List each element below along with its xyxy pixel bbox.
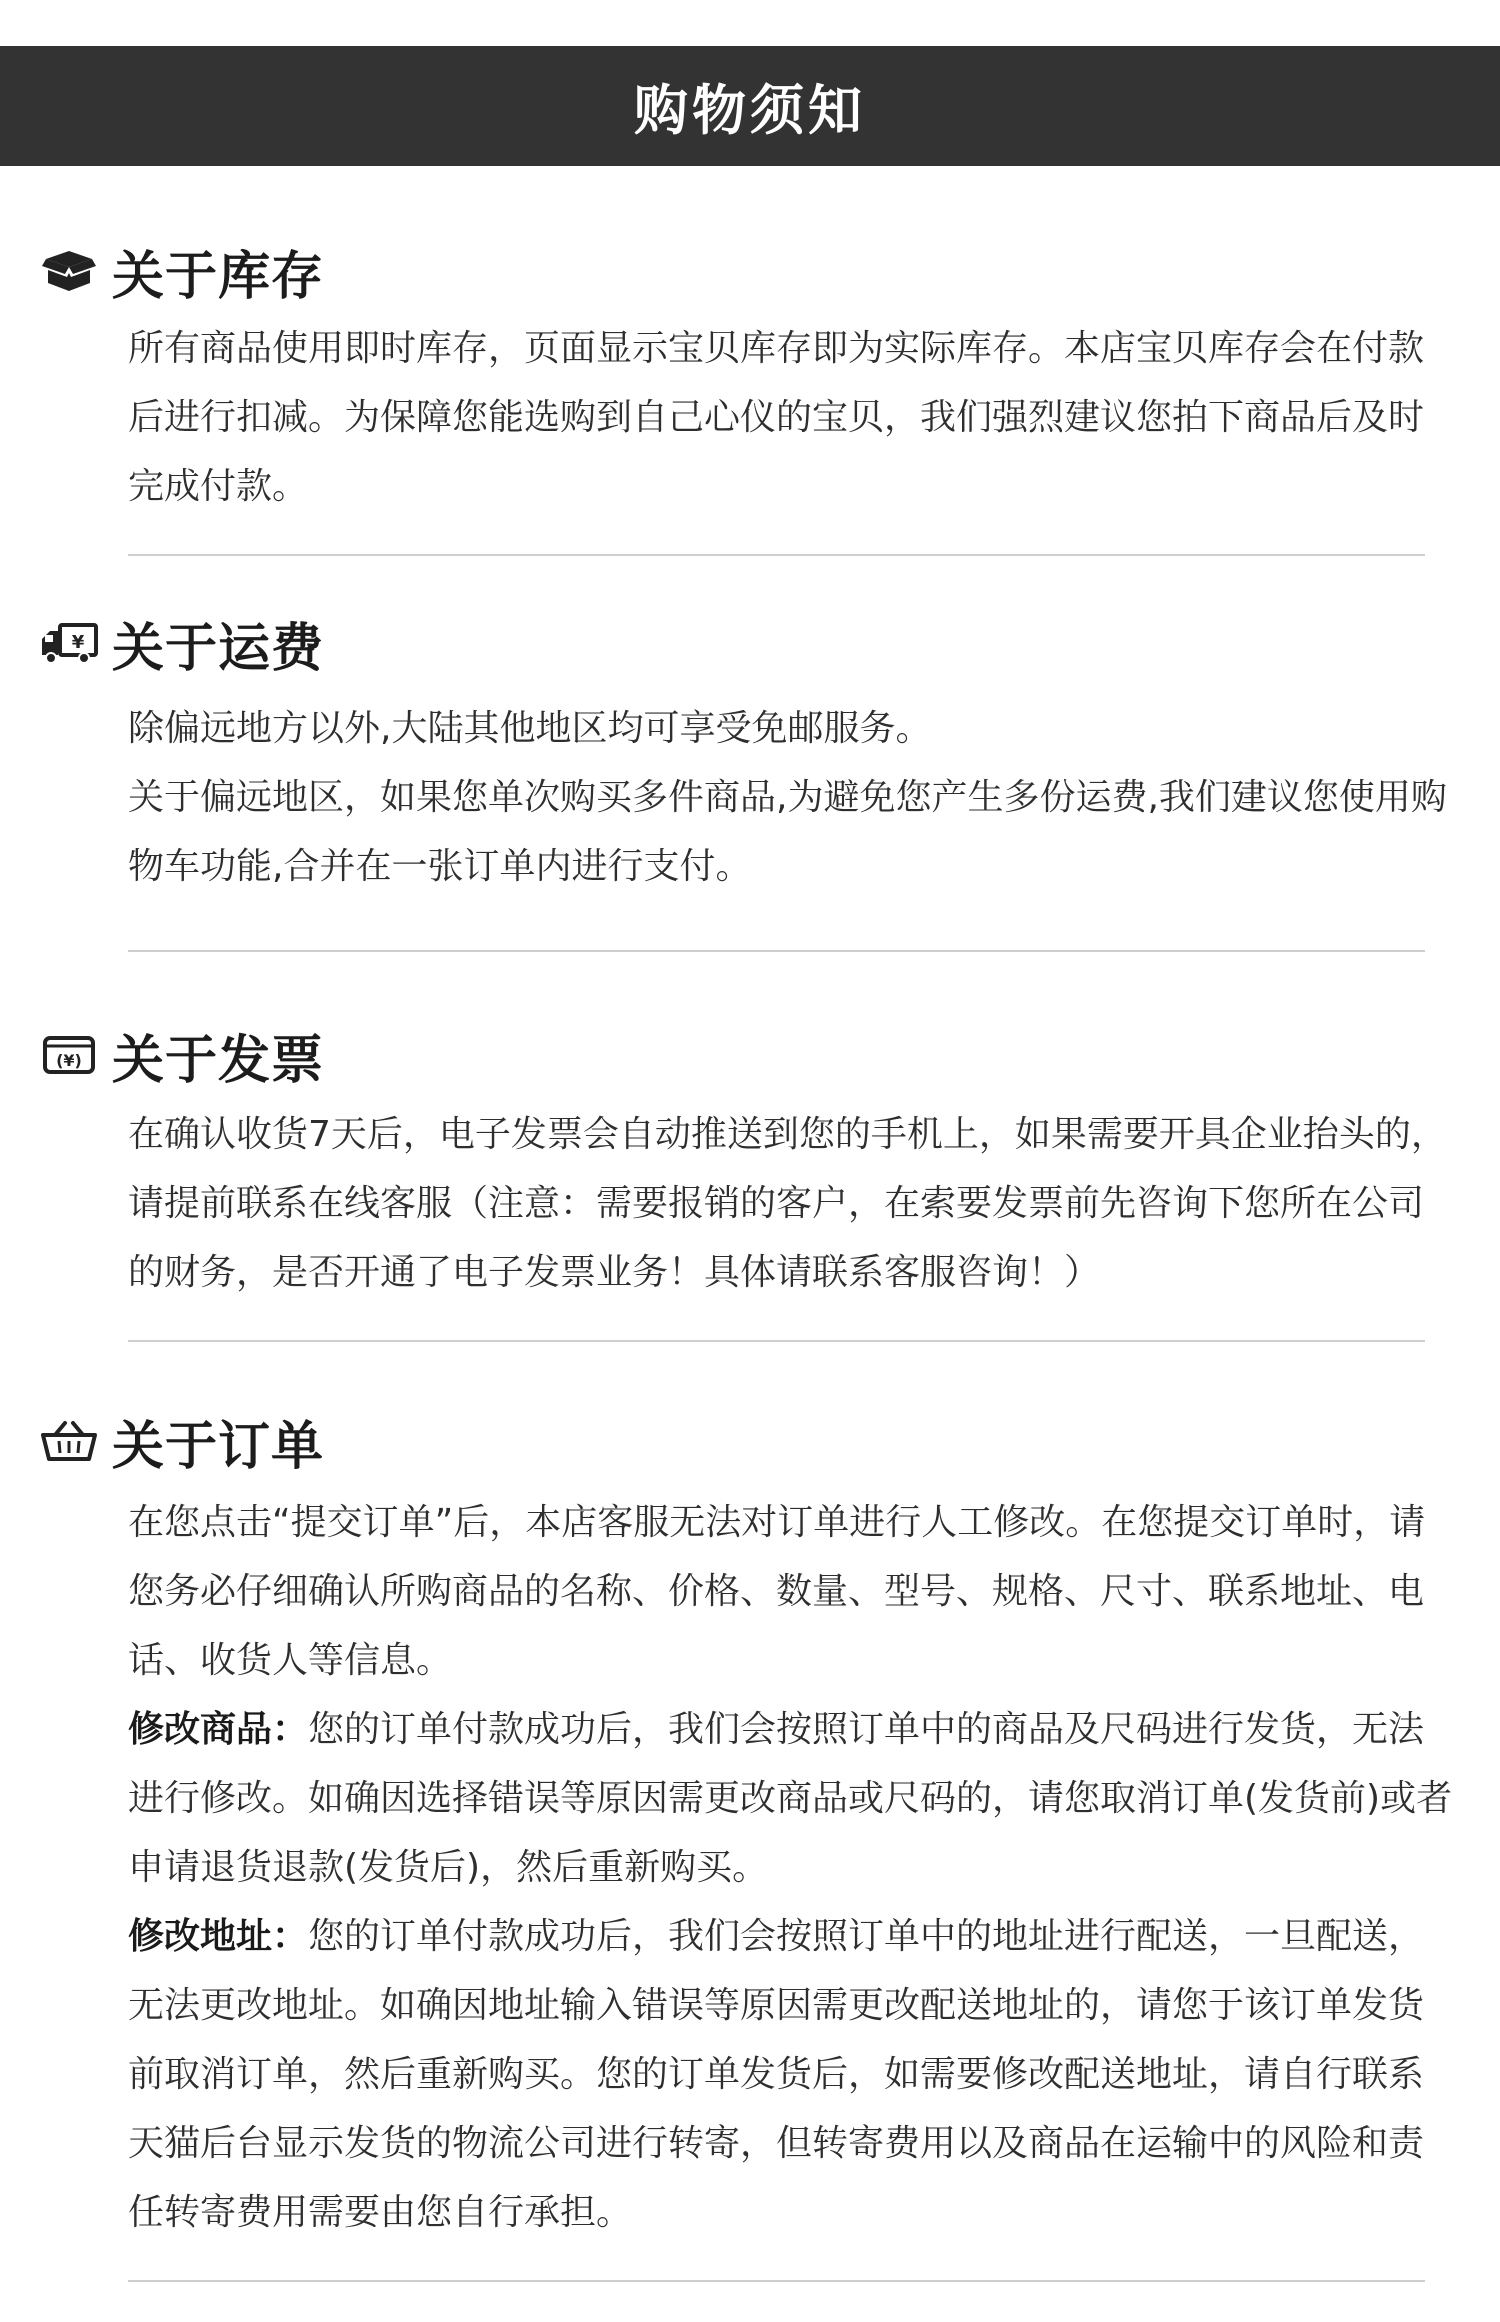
paragraph-label: 修改地址： (128, 1916, 309, 1957)
page-header-banner (0, 46, 1500, 166)
invoice-icon (40, 1026, 98, 1084)
section-title: 关于订单 (112, 1416, 325, 1477)
delivery-truck-icon (40, 614, 98, 672)
divider (128, 2280, 1425, 2282)
box-icon (40, 242, 98, 300)
section-title: 关于运费 (112, 618, 325, 679)
labeled-paragraph (128, 1695, 1453, 1902)
paragraph: 关于偏远地区，如果您单次购买多件商品,为避免您产生多份运费,我们建议您使用购物车功能,合并在一张订单内进行支付。 (128, 777, 1447, 887)
paragraph: 在确认收货7天后，电子发票会自动推送到您的手机上，如果需要开具企业抬头的，请提前联系在线客服（注意：需要报销的客户，在索要发票前先咨询下您所在公司的财务，是否开通了电子发票业务！具体请联系客服咨询！） (128, 1114, 1447, 1293)
divider (128, 554, 1425, 556)
labeled-paragraph (128, 1902, 1453, 2247)
paragraph-text: 您的订单付款成功后，我们会按照订单中的地址进行配送，一旦配送，无法更改地址。如确因地址输入错误等原因需更改配送地址的，请您于该订单发货前取消订单，然后重新购买。您的订单发货后，如需要修改配送地址，请自行联系天猫后台显示发货的物流公司进行转寄，但转寄费用以及商品在运输中的风险和责任转寄费用需要由您自行承担。 (128, 1916, 1425, 2233)
paragraph: 除偏远地方以外,大陆其他地区均可享受免邮服务。 (128, 708, 932, 749)
section-body (128, 1100, 1453, 1307)
section-header (40, 1406, 324, 1476)
section-body (128, 1488, 1453, 2247)
section-title: 关于发票 (112, 1030, 325, 1091)
paragraph-label: 修改商品： (128, 1709, 309, 1750)
section-header (40, 236, 324, 306)
paragraph: 在您点击“提交订单”后，本店客服无法对订单进行人工修改。在您提交订单时，请您务必仔细确认所购商品的名称、价格、数量、型号、规格、尺寸、联系地址、电话、收货人等信息。 (128, 1502, 1426, 1681)
divider (128, 1340, 1425, 1342)
shopping-basket-icon (40, 1412, 98, 1470)
svg-text:(¥): (¥) (56, 1051, 82, 1070)
paragraph-text: 您的订单付款成功后，我们会按照订单中的商品及尺码进行发货，无法进行修改。如确因选择错误等原因需更改商品或尺码的，请您取消订单(发货前)或者申请退货退款(发货后)，然后重新购买。 (128, 1709, 1453, 1888)
page-title: 购物须知 (634, 78, 866, 142)
top-margin (0, 0, 1500, 46)
paragraph: 所有商品使用即时库存，页面显示宝贝库存即为实际库存。本店宝贝库存会在付款后进行扣减。为保障您能选购到自己心仪的宝贝，我们强烈建议您拍下商品后及时完成付款。 (128, 328, 1425, 507)
section-body (128, 694, 1453, 901)
divider (128, 950, 1425, 952)
section-header (40, 608, 324, 678)
svg-text:¥: ¥ (71, 632, 85, 653)
section-header (40, 1020, 324, 1090)
section-title: 关于库存 (112, 246, 325, 307)
section-body (128, 314, 1453, 521)
